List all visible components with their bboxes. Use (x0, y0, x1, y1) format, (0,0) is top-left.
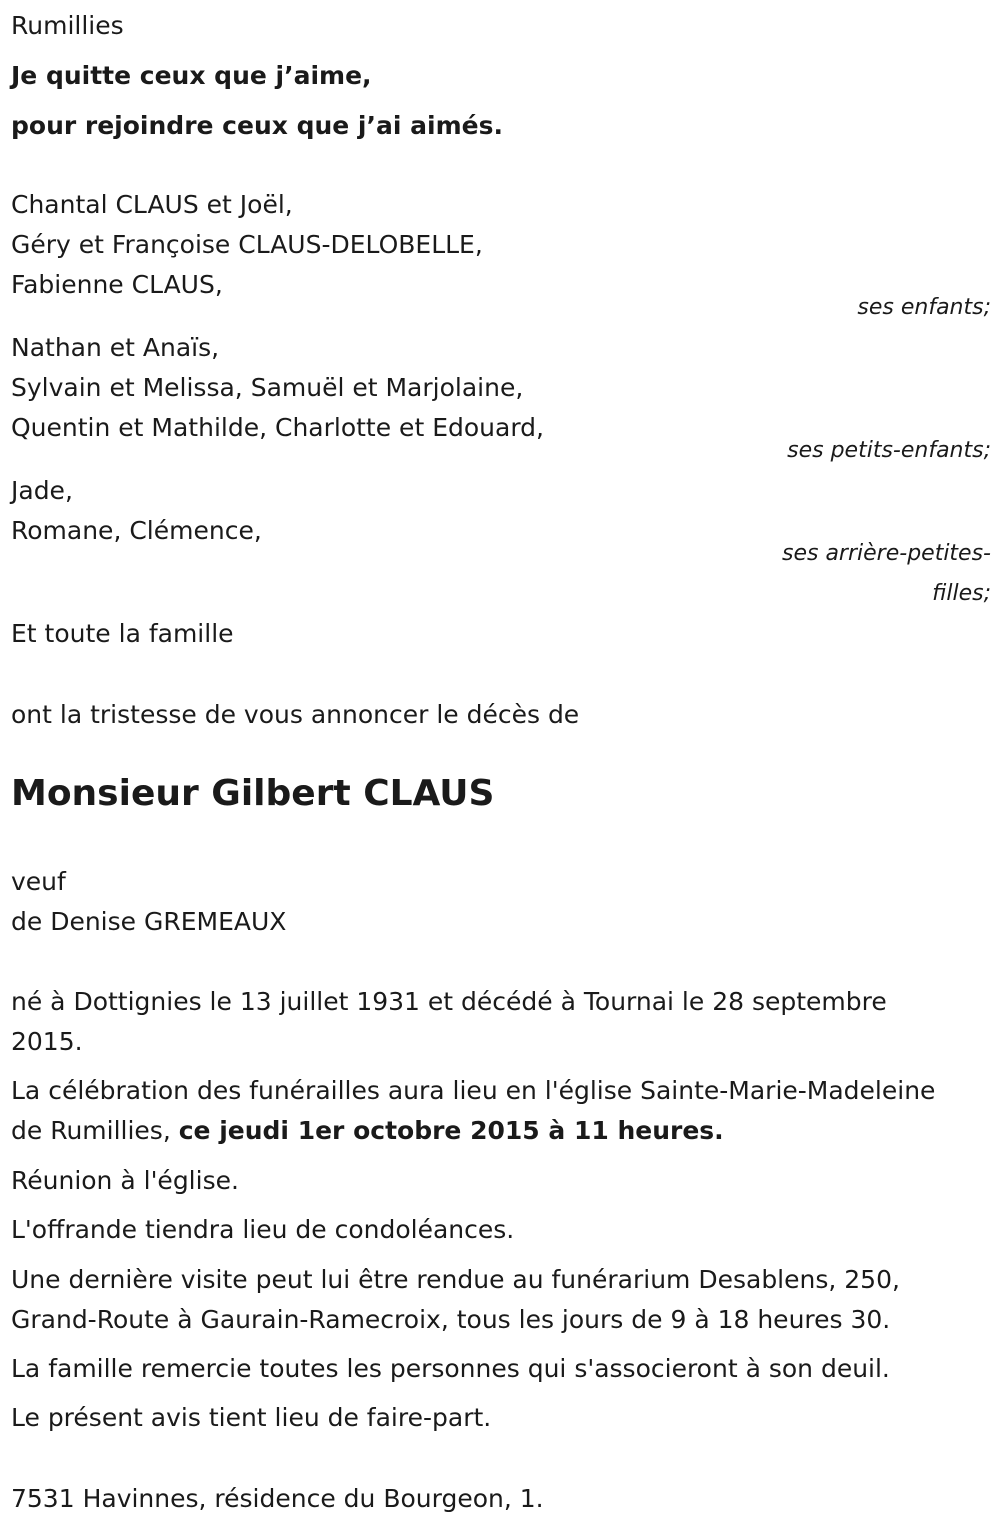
deceased-name: Monsieur Gilbert CLAUS (11, 773, 495, 814)
family-line: Et toute la famille (11, 619, 234, 648)
great-grandchildren-name-1: Jade, (11, 476, 73, 505)
location: Rumillies (11, 11, 124, 40)
meeting-line: Réunion à l'église. (11, 1166, 239, 1195)
grandchildren-name-3: Quentin et Mathilde, Charlotte et Edouard, (11, 413, 544, 442)
great-grandchildren-role-2: filles; (932, 581, 991, 606)
great-grandchildren-name-2: Romane, Clémence, (11, 516, 262, 545)
widower-line-1: veuf (11, 867, 66, 896)
children-name-1: Chantal CLAUS et Joël, (11, 190, 293, 219)
funeral-line-1: La célébration des funérailles aura lieu en l'église Sainte-Marie-Madeleine (11, 1076, 936, 1105)
quote-line-1: Je quitte ceux que j’aime, (11, 61, 372, 90)
birth-death-line-2: 2015. (11, 1027, 83, 1056)
funeral-place: de Rumillies, (11, 1116, 179, 1145)
children-role: ses enfants; (857, 295, 991, 320)
thanks-line: La famille remercie toutes les personnes qui s'associeront à son deuil. (11, 1354, 890, 1383)
funeral-line-2 (11, 1111, 991, 1151)
offering-line: L'offrande tiendra lieu de condoléances. (11, 1215, 515, 1244)
funeral-date: ce jeudi 1er octobre 2015 à 11 heures. (178, 1116, 724, 1145)
grandchildren-name-1: Nathan et Anaïs, (11, 333, 220, 362)
grandchildren-name-2: Sylvain et Melissa, Samuël et Marjolaine, (11, 373, 524, 402)
visit-line-1: Une dernière visite peut lui être rendue au funérarium Desablens, 250, (11, 1265, 900, 1294)
widower-line-2: de Denise GREMEAUX (11, 907, 287, 936)
children-name-3: Fabienne CLAUS, (11, 270, 223, 299)
birth-death-line-1: né à Dottignies le 13 juillet 1931 et décédé à Tournai le 28 septembre (11, 987, 887, 1016)
great-grandchildren-role-1: ses arrière-petites- (782, 541, 991, 566)
visit-line-2: Grand-Route à Gaurain-Ramecroix, tous les jours de 9 à 18 heures 30. (11, 1305, 891, 1334)
announcement: ont la tristesse de vous annoncer le décès de (11, 700, 580, 729)
notice-line: Le présent avis tient lieu de faire-part. (11, 1403, 492, 1432)
quote-line-2: pour rejoindre ceux que j’ai aimés. (11, 111, 503, 140)
grandchildren-role: ses petits-enfants; (787, 438, 991, 463)
address-line: 7531 Havinnes, résidence du Bourgeon, 1. (11, 1484, 544, 1513)
children-name-2: Géry et Françoise CLAUS-DELOBELLE, (11, 230, 483, 259)
